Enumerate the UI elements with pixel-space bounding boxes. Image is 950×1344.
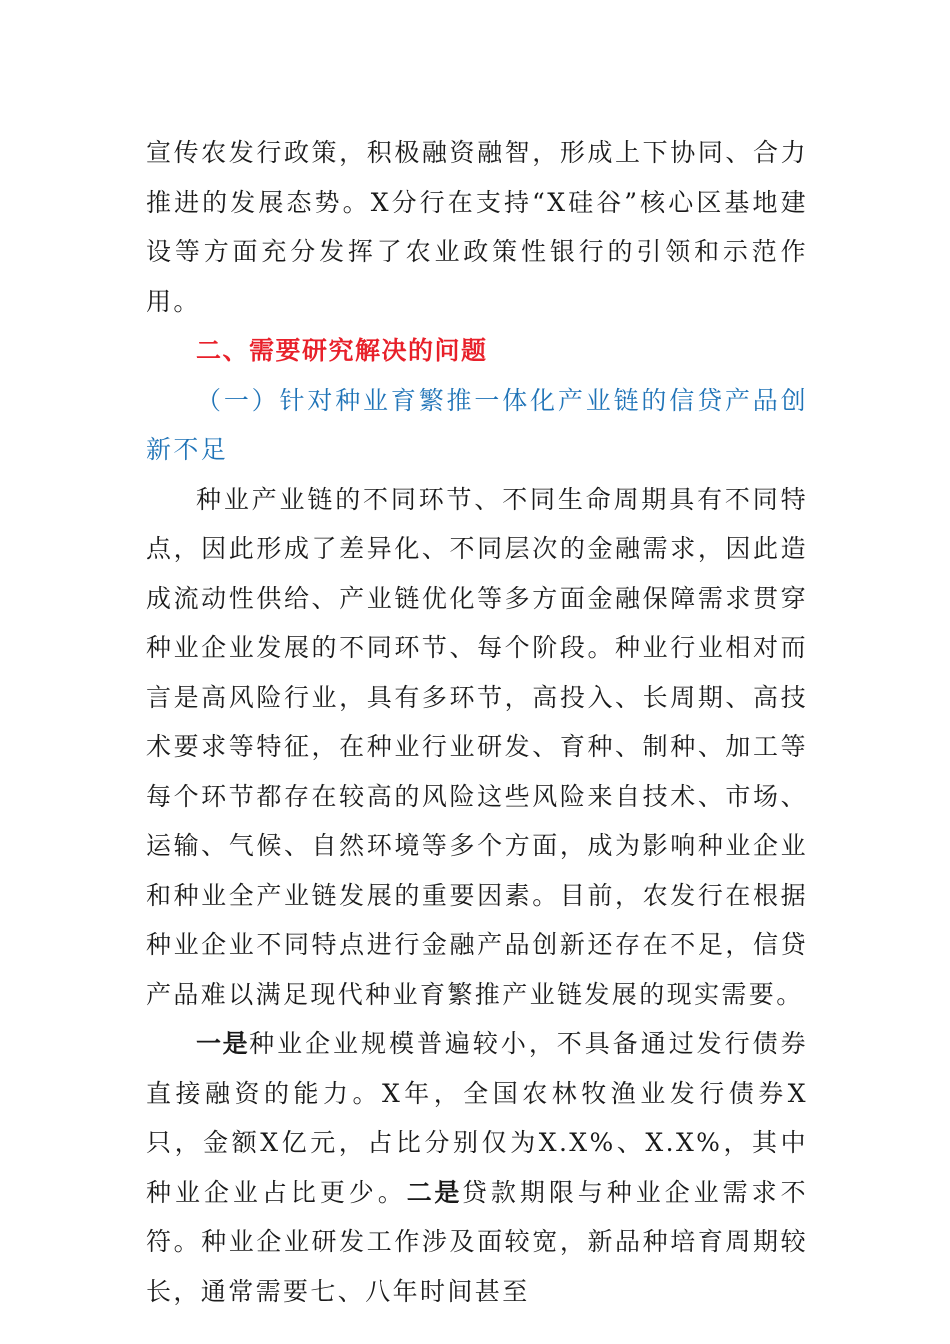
point2-lead: 二是 [406,1177,462,1207]
paragraph-points [146,1019,808,1316]
paragraph-main: 种业产业链的不同环节、不同生命周期具有不同特点，因此形成了差异化、不同层次的金融需求，因此造成流动性供给、产业链优化等多方面金融保障需求贯穿种业企业发展的不同环节、每个阶段。种业行业相对而言是高风险行业，具有多环节，高投入、长周期、高技术要求等特征，在种业行业研发、育种、制种、加工等每个环节都存在较高的风险这些风险来自技术、市场、运输、气候、自然环境等多个方面，成为影响种业企业和种业全产业链发展的重要因素。目前，农发行在根据种业企业不同特点进行金融产品创新还存在不足，信贷产品难以满足现代种业育繁推产业链发展的现实需要。 [146,484,808,1009]
document-body [146,128,808,1316]
section-heading: 二、需要研究解决的问题 [196,336,488,365]
subsection-heading: （一）针对种业育繁推一体化产业链的信贷产品创新不足 [146,385,808,464]
paragraph-continued: 宣传农发行政策，积极融资融智，形成上下协同、合力推进的发展态势。X分行在支持“X硅谷”核心区基地建设等方面充分发挥了农业政策性银行的引领和示范作用。 [146,138,808,316]
point1-lead: 一是 [196,1029,250,1058]
point1-text: 种业企业规模普遍较小，不具备通过发行债券直接融资的能力。X年，全国农林牧渔业发行债券X只，金额X亿元，占比分别仅为X.X%、X.X%，其中种业企业占比更少。 [146,1029,808,1207]
point2-text: 贷款期限与种业企业需求不符。种业企业研发工作涉及面较宽，新品种培育周期较长，通常需要七、八年时间甚至 [146,1177,808,1306]
